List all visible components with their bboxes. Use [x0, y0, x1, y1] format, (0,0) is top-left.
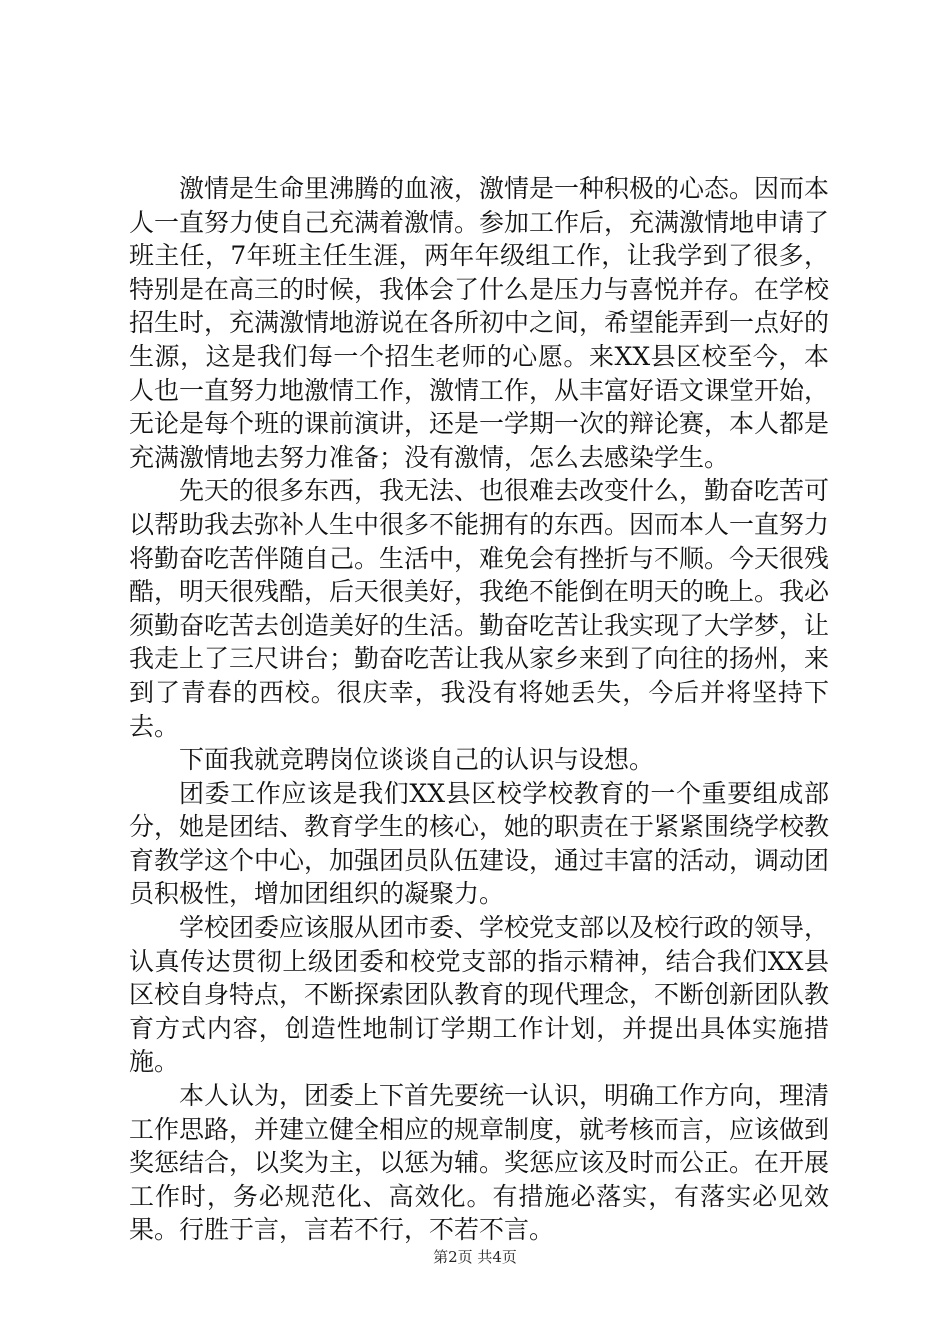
paragraph-league-role: 团委工作应该是我们XX县区校学校教育的一个重要组成部分，她是团结、教育学生的核心，她的职责在于紧紧围绕学校教育教学这个中心，加强团员队伍建设，通过丰富的活动，调动团员积极性，增加团组织的凝聚力。 — [129, 778, 830, 909]
paragraph-passion: 激情是生命里沸腾的血液，激情是一种积极的心态。因而本人一直努力使自己充满着激情。参加工作后，充满激情地申请了班主任，7年班主任生涯，两年年级组工作，让我学到了很多，特别是在高三的时候，我体会了什么是压力与喜悦并存。在学校招生时，充满激情地游说在各所初中之间，希望能弄到一点好的生源，这是我们每一个招生老师的心愿。来XX县区校至今，本人也一直努力地激情工作，激情工作，从丰富好语文课堂开始，无论是每个班的课前演讲，还是一学期一次的辩论赛，本人都是充满激情地去努力准备；没有激情，怎么去感染学生。 — [129, 174, 830, 472]
page-number-footer: 第2页 共4页 — [433, 1248, 517, 1266]
paragraph-diligence: 先天的很多东西，我无法、也很难去改变什么，勤奋吃苦可以帮助我去弥补人生中很多不能拥有的东西。因而本人一直努力将勤奋吃苦伴随自己。生活中，难免会有挫折与不顺。今天很残酷，明天很残酷，后天很美好，我绝不能倒在明天的晚上。我必须勤奋吃苦去创造美好的生活。勤奋吃苦让我实现了大学梦，让我走上了三尺讲台；勤奋吃苦让我从家乡来到了向往的扬州，来到了青春的西校。很庆幸，我没有将她丢失，今后并将坚持下去。 — [129, 476, 830, 741]
paragraph-transition: 下面我就竞聘岗位谈谈自己的认识与设想。 — [179, 745, 655, 775]
paragraph-work-approach: 本人认为，团委上下首先要统一认识，明确工作方向，理清工作思路，并建立健全相应的规章制度，就考核而言，应该做到奖惩结合，以奖为主，以惩为辅。奖惩应该及时而公正。在开展工作时，务必规范化、高效化。有措施必落实，有落实必见效果。行胜于言，言若不行，不若不言。 — [129, 1081, 830, 1245]
paragraph-league-leadership: 学校团委应该服从团市委、学校党支部以及校行政的领导，认真传达贯彻上级团委和校党支部的指示精神，结合我们XX县区校自身特点，不断探索团队教育的现代理念，不断创新团队教育方式内容，创造性地制订学期工作计划，并提出具体实施措施。 — [129, 913, 830, 1077]
document-body — [129, 172, 829, 1247]
